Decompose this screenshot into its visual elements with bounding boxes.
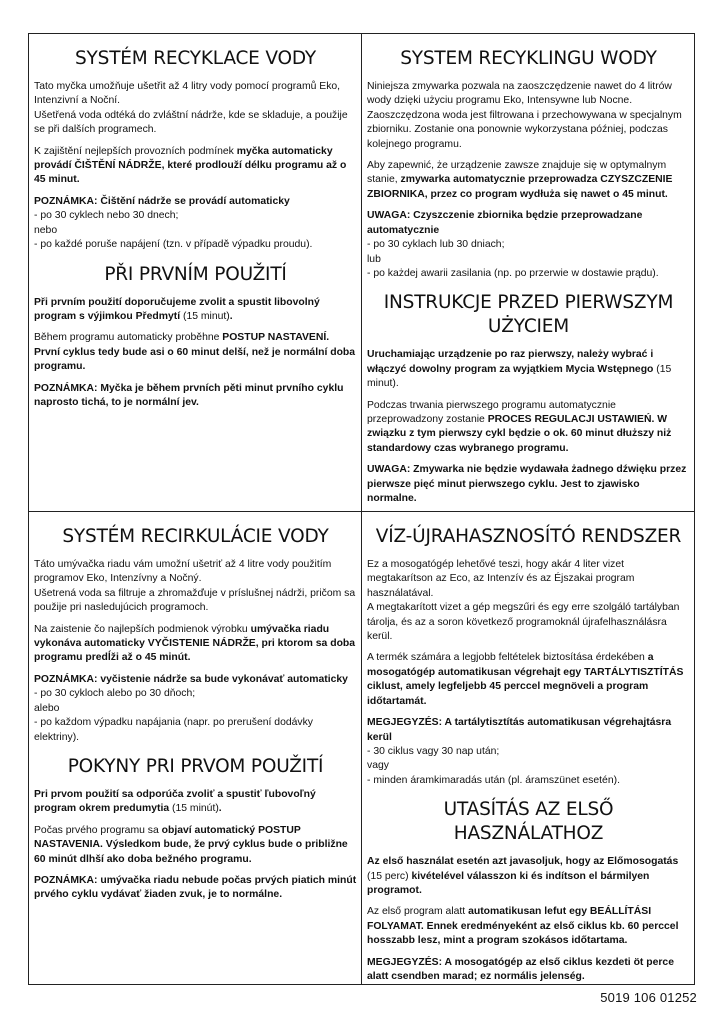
cz-note [34,195,357,253]
hu-first-use-p1-bold: Az első használat esetén azt javasoljuk, hogy az Előmosogatás [367,856,679,868]
hu-first-use-title-line2: HASZNÁLATHOZ [453,823,604,845]
section-czech [29,34,361,511]
cz-note-item2: - po každé poruše napájení (tzn. v případě výpadku proudu). [34,239,313,251]
document-sheet [28,33,695,985]
hu-intro-line2: A megtakarított vizet a gép megszűri és egy erre szolgáló tartályban tárolja, és az a soron következő programoknál újrafelhasználásra kerül. [367,602,680,643]
cz-first-use-p1 [34,296,357,325]
pl-first-use-title [367,291,690,339]
pl-note-item1: - po 30 cyklach lub 30 dniach; [367,239,505,251]
pl-first-use-p2 [367,399,690,457]
pl-first-use-p2-bold: PROCES REGULACJI USTAWIEŃ. W związku z tym pierwszy cykl będzie o ok. 60 minut dłuższy niż standardowy czas wybranego programu. [367,414,672,454]
pl-title: SYSTEM RECYKLINGU WODY [400,48,657,69]
hu-first-use-note-text: MEGJEGYZÉS: A mosogatógép az első ciklus kezdeti öt perce alatt csendben marad; ez normális jelenség. [367,956,674,983]
sk-cleaning-info [34,623,357,666]
sk-first-use-note-text: POZNÁMKA: umývačka riadu nebude počas prvých piatich minút prvého cyklu vydávať žiaden zvuk, je to normálne. [34,875,357,901]
cz-first-use-p2-lead: Během programu automaticky proběhne [34,332,223,344]
cz-cleaning-lead: K zajištění nejlepších provozních podmínek [34,145,237,157]
hu-note-item2: - minden áramkimaradás után (pl. áramszünet esetén). [367,774,620,786]
cz-note-label: POZNÁMKA: Čištění nádrže se provádí automaticky [34,195,290,207]
hu-cleaning-lead: A termék számára a legjobb feltételek biztosítása érdekében [367,652,648,664]
sk-first-use-p2-bold: objaví automatický POSTUP NASTAVENIA. Výsledkom bude, že prvý cyklus bude o približne 60 minút dlhší ako doba bežného programu. [34,824,348,865]
pl-first-use-title-line1: INSTRUKCJE PRZED PIERWSZYM [383,292,674,314]
section-slovak [29,512,361,984]
pl-first-use-title-line2: UŻYCIEM [487,316,570,338]
hu-first-use-p2 [367,905,690,948]
cz-first-use-p1-bold: Při prvním použití doporučujeme zvolit a spustit libovolný program s výjimkou Předmytí [34,296,320,322]
pl-first-use-p1-duration: (15 minut). [367,363,672,390]
hu-note [367,716,690,788]
cz-first-use-p2 [34,331,357,374]
sk-intro [34,558,357,616]
sk-title: SYSTÉM RECIRKULÁCIE VODY [62,526,329,547]
cz-cleaning-bold: myčka automaticky provádí ČIŠTĚNÍ NÁDRŽE, které prodlouží délku programu až o 45 minut. [34,145,347,186]
pl-note [367,209,690,281]
hu-first-use-p1 [367,855,690,898]
hu-first-use-title-line1: UTASÍTÁS AZ ELSŐ [443,799,614,821]
cz-first-use-note-text: POZNÁMKA: Myčka je během prvních pěti minut prvního cyklu naprosto tichá, to je normální jev. [34,382,344,408]
cz-note-item1: - po 30 cyklech nebo 30 dnech; [34,210,179,222]
cz-first-use-p1-dot: . [229,310,233,322]
sk-first-use-p2-lead: Počas prvého programu sa [34,824,162,836]
sk-intro-line1: Táto umývačka riadu vám umožní ušetriť až 4 litre vody použitím programov Eko, Intenzívny a Nočný. [34,559,332,585]
pl-first-use-note-text: UWAGA: Zmywarka nie będzie wydawała żadnego dźwięku przez pierwsze pięć minut pierwszego cyklu. Jest to zjawisko normalne. [367,464,687,505]
sk-first-use-p1-bold: Pri prvom použití sa odporúča zvoliť a spustiť ľubovoľný program okrem predumytia [34,788,316,815]
hu-first-use-p1-rest: kivételével válasszon ki és indítson el bármilyen programot. [367,870,650,897]
cz-cleaning-info [34,145,357,188]
pl-first-use-p1-bold: Uruchamiając urządzenie po raz pierwszy, należy wybrać i włączyć dowolny program za wyjątkiem Mycia Wstępnego [367,349,654,375]
pl-first-use-p1 [367,348,690,391]
sk-first-use-p1-duration: (15 minút) [169,803,219,815]
hu-first-use-p2-lead: Az első program alatt [367,906,469,918]
sk-cleaning-bold: umývačka riadu vykonáva automaticky VYČISTENIE NÁDRŽE, pri ktorom sa doba programu predĺži až o 45 minút. [34,623,356,664]
cz-first-use-note [34,382,357,411]
cz-title: SYSTÉM RECYKLACE VODY [75,48,316,69]
hu-cleaning-bold: a mosogatógép automatikusan végrehajt egy TARTÁLYTISZTÍTÁS ciklust, amely legfeljebb 45 perccel megnöveli a program időtartamát. [367,652,684,707]
pl-note-or: lub [367,253,381,265]
cz-note-or: nebo [34,224,58,236]
section-hungarian [362,512,694,984]
pl-cleaning-info [367,159,690,202]
sk-note-label: POZNÁMKA: vyčistenie nádrže sa bude vykonávať automaticky [34,673,348,685]
sk-note [34,673,357,745]
hu-note-item1: - 30 ciklus vagy 30 nap után; [367,745,500,757]
cz-intro [34,80,357,138]
cz-first-use-p1-duration: (15 minut) [180,310,230,322]
pl-cleaning-lead: Aby zapewnić, że urządzenie zawsze znajduje się w optymalnym stanie, [367,160,667,186]
hu-first-use-p2-bold: automatikusan lefut egy BEÁLLÍTÁSI FOLYAMAT. Ennek eredményeként az első ciklus kb. 60 perccel hosszabb lesz, mint a program szokásos időtartama. [367,906,679,947]
section-polish [362,34,694,511]
sk-note-or: alebo [34,702,60,714]
hu-intro [367,558,690,644]
hu-first-use-title [367,798,690,846]
cz-first-use-title: PŘI PRVNÍM POUŽITÍ [104,263,287,285]
sk-first-use-title: POKYNY PRI PRVOM POUŽITÍ [67,755,324,777]
pl-intro: Niniejsza zmywarka pozwala na zaoszczędzenie nawet do 4 litrów wody dzięki użyciu programu Eko, Intensywne lub Nocne. Zaoszczędzona woda jest filtrowana i przechowywana w specjalnym zbiorniku. Zostanie ona ponownie wykorzystana później, podczas kolejnego programu. [367,81,682,150]
sk-first-use-p1-dot: . [218,803,222,815]
hu-intro-line1: Ez a mosogatógép lehetővé teszi, hogy akár 4 liter vizet megtakarítson az Eco, az Intenzív és az Éjszakai program használatával. [367,559,635,599]
pl-note-item2: - po każdej awarii zasilania (np. po przerwie w dostawie prądu). [367,267,659,279]
pl-first-use-note [367,463,690,506]
sk-note-item1: - po 30 cykloch alebo po 30 dňoch; [34,688,196,700]
document-code: 5019 106 01252 [600,990,697,1005]
sk-first-use-note [34,874,357,903]
hu-title: VÍZ-ÚJRAHASZNOSÍTÓ RENDSZER [375,526,682,547]
sk-cleaning-lead: Na zaistenie čo najlepších podmienok výrobku [34,623,251,635]
hu-cleaning-info [367,651,690,709]
hu-note-label: MEGJEGYZÉS: A tartálytisztítás automatikusan végrehajtásra kerül [367,717,672,743]
sk-first-use-p1 [34,788,357,817]
cz-first-use-p2-bold: POSTUP NASTAVENÍ. První cyklus tedy bude asi o 60 minut delší, než je normální doba programu. [34,332,356,373]
pl-note-label: UWAGA: Czyszczenie zbiornika będzie przeprowadzane automatycznie [367,210,643,236]
sk-first-use-p2 [34,824,357,867]
hu-first-use-p1-duration: (15 perc) [367,870,412,882]
hu-first-use-note [367,956,690,984]
hu-note-or: vagy [367,760,389,772]
sk-note-item2: - po každom výpadku napájania (napr. po prerušení dodávky elektriny). [34,717,313,743]
pl-first-use-p2-lead: Podczas trwania pierwszego programu automatycznie przeprowadzony zostanie [367,399,616,426]
pl-cleaning-bold: zmywarka automatycznie przeprowadza CZYSZCZENIE ZBIORNIKA, przez co program wydłuża się nawet o 45 minut. [367,174,673,200]
cz-intro-line1: Tato myčka umožňuje ušetřit až 4 litry vody pomocí programů Eko, Intenzivní a Noční. [34,81,341,107]
sk-intro-line2: Ušetrená voda sa filtruje a zhromažďuje v príslušnej nádrži, pričom sa použije pri nasledujúcich programoch. [34,587,356,614]
cz-intro-line2: Ušetřená voda odtéká do zvláštní nádrže, kde se skladuje, a použije se při dalších programech. [34,109,348,136]
